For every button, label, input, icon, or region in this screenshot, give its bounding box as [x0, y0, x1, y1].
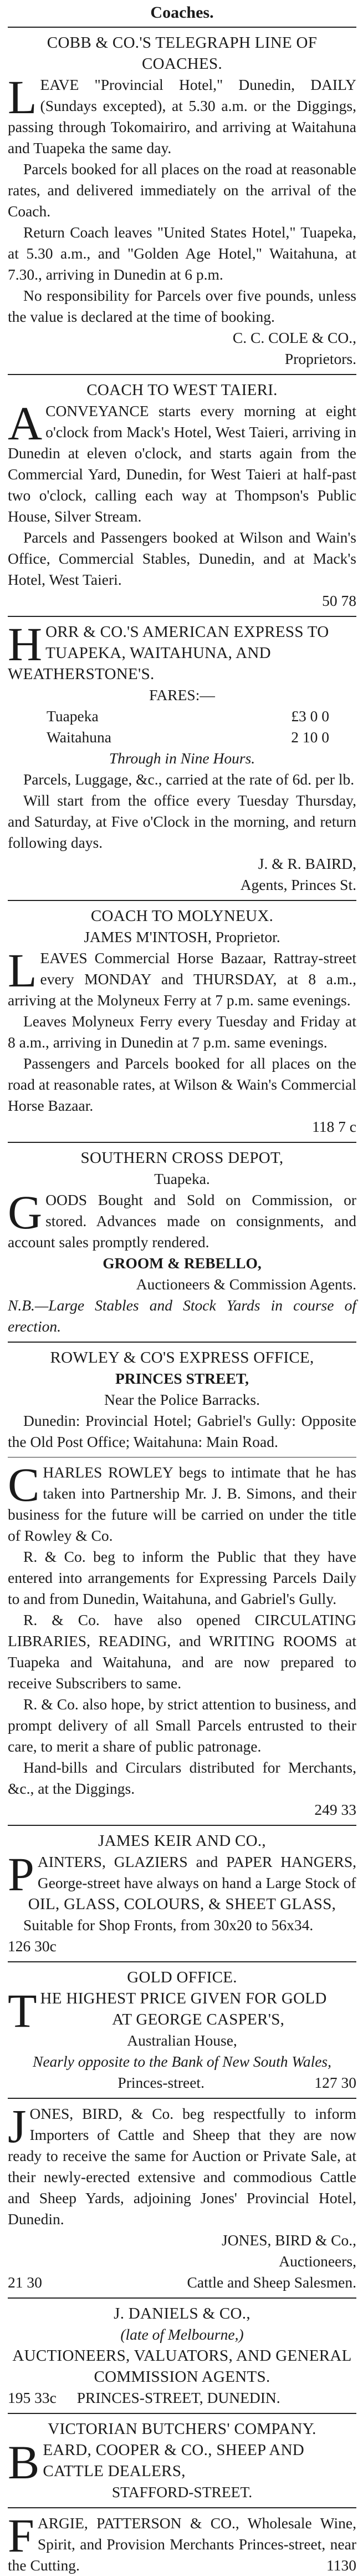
divider — [8, 374, 356, 375]
west-taieri-drop-cap: A — [8, 397, 43, 450]
gold-office-advert — [8, 1967, 356, 2093]
southern-cross-sub: Tuapeka. — [154, 1170, 210, 1187]
rowley-body-1: HARLES ROWLEY begs to intimate that he has taken into Partnership Mr. J. B. Simons, and their business for the future will be carried on under the title of Rowley & Co. — [8, 1464, 356, 1544]
gold-office-body-1: HE HIGHEST PRICE GIVEN FOR GOLD — [40, 1990, 327, 2007]
keir-stock: OIL, GLASS, COLOURS, & SHEET GLASS, — [28, 1895, 336, 1913]
cobb-signature-role: Proprietors. — [284, 350, 356, 367]
jones-bird-advert — [8, 2099, 356, 2293]
divider — [8, 900, 356, 901]
west-taieri-advert — [8, 379, 356, 611]
horr-signature-role: Agents, Princes St. — [240, 876, 356, 893]
rowley-body-4: R. & Co. also hope, by strict attention to business, and prompt delivery of all Small Parcels entrusted to their care, to merit a share of public patronage. — [8, 1696, 356, 1755]
rowley-street: PRINCES STREET, — [115, 1370, 249, 1387]
victorian-butchers-heading: VICTORIAN BUTCHERS' COMPANY. — [48, 2420, 316, 2438]
divider — [8, 2297, 356, 2299]
rowley-body-3: R. & Co. have also opened CIRCULATING LIBRARIES, READING, and WRITING ROOMS at Tuapeka and Waitahuna, and are now prepared to receive Subscribers to same. — [8, 1611, 356, 1692]
keir-advert — [8, 1830, 356, 1957]
daniels-ref: 195 33c — [8, 2389, 57, 2406]
cobb-body-3: Return Coach leaves "United States Hotel," Tuapeka, at 5.30 a.m., and "Golden Age Hotel," Waitahuna, at 7.30., arriving in Dunedin at 6 p.m. — [8, 224, 356, 283]
jones-bird-signature-role: Auctioneers, — [279, 2253, 356, 2270]
divider — [8, 1961, 356, 1962]
divider — [8, 2507, 356, 2508]
gold-office-drop-cap: T — [8, 1984, 37, 2037]
fare-place: Tuapeka — [47, 707, 99, 725]
horr-fares-label: FARES:— — [149, 686, 215, 704]
daniels-footer — [8, 2387, 356, 2408]
molyneux-drop-cap: L — [8, 944, 37, 997]
fargie-ref: 1130 — [326, 2557, 356, 2574]
victorian-butchers-body-1: EARD, COOPER & CO., SHEEP AND CATTLE DEALERS, — [43, 2441, 305, 2480]
rowley-near: Near the Police Barracks. — [104, 1391, 260, 1408]
molyneux-body-3: Passengers and Parcels booked for all places on the road at reasonable rates, at Wilson & Wain's Commercial Horse Bazaar. — [8, 1055, 356, 1114]
cobb-body-1: EAVE "Provincial Hotel," Dunedin, DAILY (Sundays excepted), at 5.30 a.m. or the Diggings, passing through Tokomairiro, and arriving at Waitahuna and Tuapeka the same day. — [8, 76, 356, 156]
horr-advert — [8, 618, 356, 895]
west-taieri-ref: 50 78 — [322, 592, 356, 609]
southern-cross-advert — [8, 1147, 356, 1337]
west-taieri-body-2: Parcels and Passengers booked at Wilson and Wain's Office, Commercial Stables, Dunedin, and at Mack's Hotel, West Taieri. — [8, 529, 356, 588]
victorian-butchers-street: STAFFORD-STREET. — [111, 2483, 253, 2501]
fare-place: Waitahuna — [47, 728, 111, 746]
daniels-late: (late of Melbourne,) — [120, 2326, 244, 2343]
west-taieri-body-1: CONVEYANCE starts every morning at eight o'clock from Mack's Hotel, West Taieri, arriving in Dunedin at eleven o'clock, and starts again from the Commercial Yard, Dunedin, for West Taieri at half-past two o'clock, calling each way at Thompson's Public House, Silver Stream. — [8, 402, 356, 525]
southern-cross-heading: SOUTHERN CROSS DEPOT, — [80, 1149, 284, 1167]
gold-office-street — [8, 2072, 356, 2093]
southern-cross-body-1: OODS Bought and Sold on Commission, or stored. Advances made on consignments, and account sales promptly rendered. — [8, 1191, 356, 1251]
victorian-butchers-drop-cap: B — [8, 2436, 40, 2489]
southern-cross-signature-role: Auctioneers & Commission Agents. — [136, 1276, 356, 1293]
cobb-body-4: No responsibility for Parcels over five pounds, unless the value is declared at the time of booking. — [8, 287, 356, 325]
rowley-drop-cap: C — [8, 1458, 40, 1511]
cobb-heading: COBB & CO.'S TELEGRAPH LINE OF COACHES. — [47, 34, 318, 73]
horr-body-1: Parcels, Luggage, &c., carried at the rate of 6d. per lb. — [23, 771, 355, 788]
keir-body-2: Suitable for Shop Fronts, from 30x20 to 56x34. — [23, 1916, 314, 1934]
gold-office-body-2: AT GEORGE CASPER'S, — [112, 2011, 285, 2028]
fargie-body-1: ARGIE, PATTERSON & CO., Wholesale Wine, Spirit, and Provision Merchants Princes-street, near the Cutting. — [8, 2514, 356, 2574]
rowley-body-2: R. & Co. beg to inform the Public that they have entered into arrangements for Expressing Parcels Daily to and from Dunedin, Waitahuna, and Gabriel's Gully. — [8, 1548, 356, 1607]
gold-office-body-3: Australian House, — [127, 2032, 237, 2049]
cobb-body-2: Parcels booked for all places on the road at reasonable rates, and delivered immediately on the arrival of the Coach. — [8, 160, 356, 220]
jones-bird-signature: JONES, BIRD & Co., — [222, 2231, 356, 2249]
divider — [8, 27, 356, 28]
cobb-signature: C. C. COLE & CO., — [232, 329, 356, 346]
gold-office-heading: GOLD OFFICE. — [127, 1968, 237, 1986]
keir-ref: 126 30c — [8, 1937, 57, 1955]
jones-bird-body-1: ONES, BIRD, & Co. beg respectfully to inform Importers of Cattle and Sheep that they are now ready to receive the same for Auction or Private Sale, at their newly-erected extensive and commodious Cattle and Sheep Yards, adjoining Jones' Provincial Hotel, Dunedin. — [8, 2105, 356, 2228]
fare-amount: 2 10 0 — [291, 728, 329, 746]
keir-body-1: AINTERS, GLAZIERS and PAPER HANGERS, George-street have always on hand a Large Stock of — [37, 1853, 356, 1891]
divider — [8, 1825, 356, 1826]
horr-through: Through in Nine Hours. — [109, 750, 255, 767]
molyneux-advert — [8, 905, 356, 1137]
horr-body-2: Will start from the office every Tuesday Thursday, and Saturday, at Five o'Clock in the morning, and return following days. — [8, 792, 356, 851]
horr-signature: J. & R. BAIRD, — [258, 855, 356, 872]
molyneux-heading: COACH TO MOLYNEUX. — [90, 907, 274, 925]
rowley-ref: 249 33 — [314, 1801, 356, 1818]
divider — [8, 616, 356, 617]
daniels-advert — [8, 2303, 356, 2408]
gold-office-street-text: Princes-street. — [117, 2074, 204, 2091]
keir-heading: JAMES KEIR AND CO., — [98, 1832, 266, 1850]
cobb-advert — [8, 32, 356, 370]
divider — [8, 1142, 356, 1143]
molyneux-owner: JAMES M'INTOSH, Proprietor. — [84, 928, 280, 945]
molyneux-body-1: EAVES Commercial Horse Bazaar, Rattray-street every MONDAY and THURSDAY, at 8 a.m., arriving at the Molyneux Ferry at 7 p.m. same evenings. — [8, 949, 356, 1009]
victorian-butchers-advert — [8, 2418, 356, 2503]
horr-drop-cap: H — [8, 618, 43, 671]
jones-bird-signature-role-2: Cattle and Sheep Salesmen. — [187, 2274, 356, 2291]
divider — [8, 2413, 356, 2414]
daniels-body-1: AUCTIONEERS, VALUATORS, AND GENERAL COMMISSION AGENTS. — [12, 2347, 352, 2386]
fare-row — [8, 706, 356, 727]
gold-office-ref: 127 30 — [314, 2074, 356, 2091]
fargie-advert — [8, 2509, 356, 2576]
rowley-body-5: Hand-bills and Circulars distributed for Merchants, &c., at the Diggings. — [8, 1759, 356, 1797]
west-taieri-heading: COACH TO WEST TAIERI. — [86, 381, 278, 399]
gold-office-body-4: Nearly opposite to the Bank of New South Wales, — [32, 2053, 331, 2070]
fare-row — [8, 727, 356, 748]
southern-cross-signature: GROOM & REBELLO, — [103, 1254, 262, 1272]
rowley-heading: ROWLEY & CO'S EXPRESS OFFICE, — [50, 1349, 314, 1367]
page-title: Coaches. — [150, 3, 214, 22]
cobb-drop-cap: L — [8, 70, 37, 124]
molyneux-body-2: Leaves Molyneux Ferry every Tuesday and Friday at 8 a.m., arriving in Dunedin at 7 p.m. same evenings. — [8, 1013, 356, 1051]
horr-heading: ORR & CO.'S AMERICAN EXPRESS TO TUAPEKA, WAITAHUNA, AND WEATHERSTONE'S. — [8, 623, 329, 683]
divider — [8, 2098, 356, 2099]
fare-amount: £3 0 0 — [291, 707, 329, 725]
fargie-drop-cap: F — [8, 2509, 34, 2562]
jones-bird-drop-cap: J — [8, 2099, 27, 2153]
southern-cross-drop-cap: G — [8, 1186, 43, 1239]
jones-bird-ref: 21 30 — [8, 2274, 42, 2291]
daniels-heading: J. DANIELS & CO., — [114, 2305, 250, 2322]
rowley-places: Dunedin: Provincial Hotel; Gabriel's Gully: Opposite the Old Post Office; Waitahuna: Main Road. — [8, 1412, 356, 1450]
keir-drop-cap: P — [8, 1848, 34, 1901]
daniels-street: PRINCES-STREET, DUNEDIN. — [76, 2389, 280, 2406]
rowley-advert — [8, 1347, 356, 1820]
molyneux-ref: 118 7 c — [312, 1118, 356, 1135]
southern-cross-note: N.B.—Large Stables and Stock Yards in course of erection. — [8, 1297, 356, 1335]
divider — [8, 1342, 356, 1343]
jones-bird-footer — [8, 2272, 356, 2293]
